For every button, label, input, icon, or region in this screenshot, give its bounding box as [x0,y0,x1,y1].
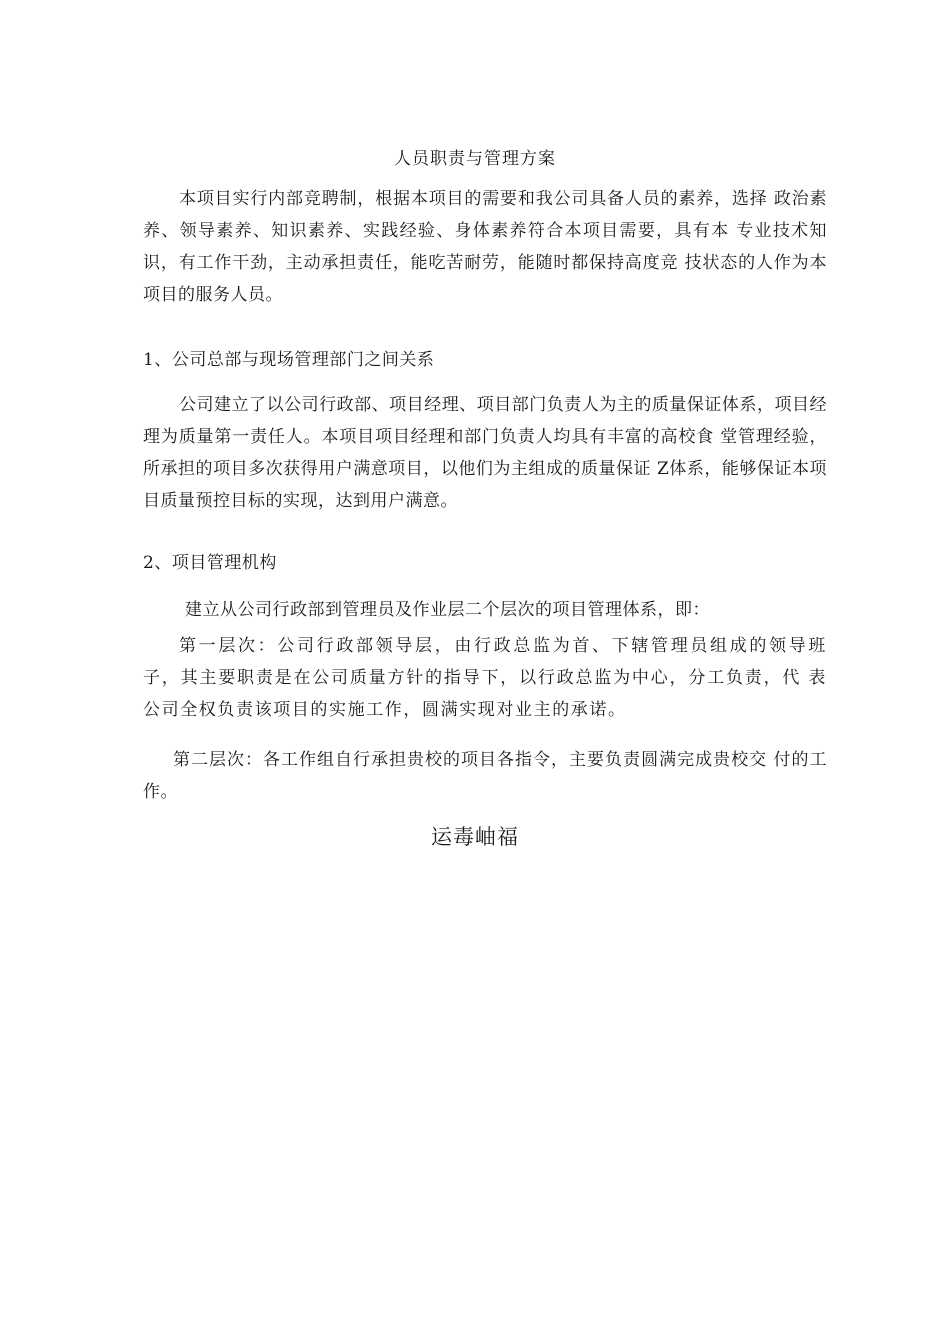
document-title: 人员职责与管理方案 [394,149,556,169]
level-1-paragraph: 第一层次：公司行政部领导层，由行政总监为首、下辖管理员组成的领导班子，其主要职责是在公司质量方针的指导下，以行政总监为中心，分工负责，代 表公司全权负责该项目的实施工作，圆满实现对业主的承诺。 [143,636,827,720]
signature-text: 运毒岫福 [431,825,519,849]
section-2-lead-paragraph: 建立从公司行政部到管理员及作业层二个层次的项目管理体系，即： [185,600,710,620]
intro-paragraph: 本项目实行内部竞聘制，根据本项目的需要和我公司具备人员的素养，选择 政治素养、领导素养、知识素养、实践经验、身体素养符合本项目需要，具有本 专业技术知识，有工作干劲，主动承担责任，能吃苦耐劳，能随时都保持高度竞 技状态的人作为本项目的服务人员。 [143,189,827,305]
section-2-heading: 2、项目管理机构 [143,553,277,573]
section-1-heading: 1、公司总部与现场管理部门之间关系 [143,350,435,370]
level-2-paragraph: 第二层次：各工作组自行承担贵校的项目各指令，主要负责圆满完成贵校交 付的工作。 [143,750,827,802]
section-1-paragraph: 公司建立了以公司行政部、项目经理、项目部门负责人为主的质量保证体系，项目经理为质量第一责任人。本项目项目经理和部门负责人均具有丰富的高校食 堂管理经验，所承担的项目多次获得用户满意项目，以他们为主组成的质量保证 Z体系，能够保证本项目质量预控目标的实现，达到用户满意。 [143,395,827,511]
